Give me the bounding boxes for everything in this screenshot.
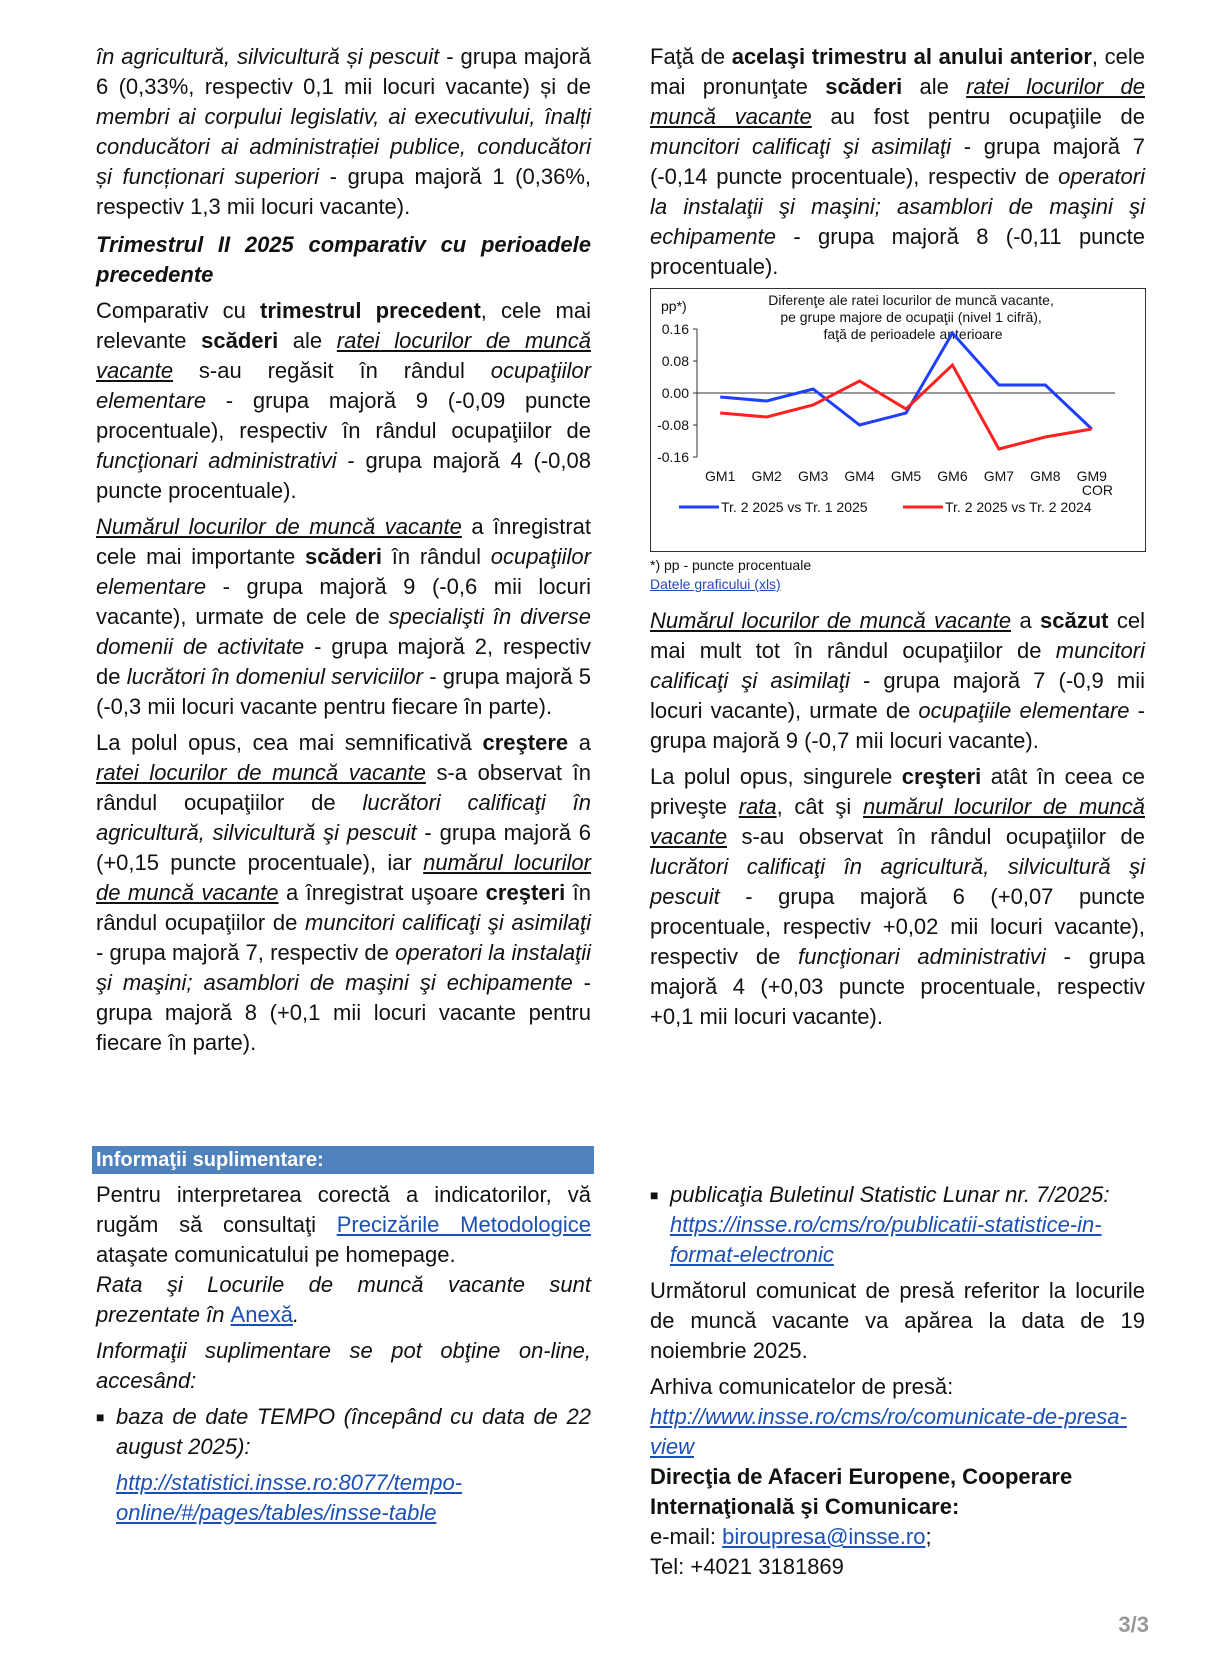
- methodology-link[interactable]: Precizările Metodologice: [336, 1212, 592, 1237]
- y-tick-label: -0.08: [657, 417, 689, 433]
- y-tick-label: 0.00: [661, 385, 689, 401]
- info-right: [650, 1180, 1145, 1582]
- series-line-2: [720, 365, 1092, 449]
- tempo-link[interactable]: http://statistici.insse.ro:8077/tempo-online/#/pages/tables/insse-table: [116, 1470, 463, 1525]
- x-tick-label: GM3: [797, 468, 829, 484]
- paragraph-previous-quarter: Comparativ cu trimestrul precedent, cele mai relevante scăderi ale ratei locurilor de muncă vacante s-au regăsit în rândul ocupaţiilor elementare - grupa majoră 9 (-0,09 puncte procentuale), respectiv în rândul ocupaţiilor de funcţionari administrativi - grupa majoră 4 (-0,08 puncte procentuale).: [96, 298, 592, 503]
- chart-axes: [657, 321, 1115, 484]
- chart-title: Diferenţe ale ratei locurilor de muncă vacante, pe grupe majore de ocupaţii (nivel 1 cifră), faţă de perioadele anterioare: [768, 292, 1054, 342]
- online-info-paragraph: Informaţii suplimentare se pot obţine on-line, accesând:: [96, 1338, 591, 1393]
- line-chart: [651, 289, 1145, 551]
- paragraph-year-over-year: Faţă de acelaşi trimestru al anului anterior, cele mai pronunţate scăderi ale ratei locurilor de muncă vacante au fost pentru ocupaţiile de muncitori calificaţi şi asimilaţi - grupa majoră 7 (-0,14 puncte procentuale), respectiv de operatori la instalaţii şi maşini; asamblori de maşini şi echipamente - grupa majoră 8 (-0,11 puncte procentuale).: [650, 44, 1146, 279]
- x-tick-label: GM7: [983, 468, 1015, 484]
- x-tick-label: GM2: [751, 468, 782, 484]
- info-left: [96, 1180, 591, 1528]
- tempo-bullet: ■ baza de date TEMPO (începând cu data de 22 august 2025): http://statistici.insse.ro:8077/tempo-online/#/pages/tables/insse-table: [96, 1402, 591, 1528]
- chart-legend: [679, 499, 1092, 515]
- paragraph-vacancy-decreases: Numărul locurilor de muncă vacante a înregistrat cele mai importante scăderi în rândul ocupaţiilor elementare - grupa majoră 9 (-0,6 mii locuri vacante), urmate de cele de specialişti în diverse domenii de activitate - grupa majoră 2, respectiv de lucrători în domeniul serviciilor - grupa majoră 5 (-0,3 mii locuri vacante pentru fiecare în parte).: [96, 514, 592, 719]
- x-tick-label: GM6: [937, 468, 968, 484]
- y-tick-label: -0.16: [657, 449, 689, 465]
- chart-box: [650, 288, 1146, 552]
- archive-link[interactable]: http://www.insse.ro/cms/ro/comunicate-de-presa-view: [650, 1404, 1127, 1459]
- paragraph-increases: La polul opus, cea mai semnificativă creştere a ratei locurilor de muncă vacante s-a observat în rândul ocupaţiilor de lucrători calificaţi în agricultură, silvicultură şi pescuit - grupa majoră 6 (+0,15 puncte procentuale), iar numărul locurilor de muncă vacante a înregistrat uşoare creşteri în rândul ocupaţiilor de muncitori calificaţi şi asimilaţi - grupa majoră 7, respectiv de operatori la instalaţii şi maşini; asamblori de maşini şi echipamente - grupa majoră 8 (+0,1 mii locuri vacante pentru fiecare în parte).: [96, 730, 591, 1055]
- y-axis-label: pp*): [661, 298, 687, 314]
- right-column: [650, 42, 1145, 288]
- paragraph-increases-yoy: La polul opus, singurele creşteri atât în ceea ce priveşte rata, cât şi numărul locurilor de muncă vacante s-au observat în rândul ocupaţiilor de lucrători calificaţi în agricultură, silvicultură şi pescuit - grupa majoră 6 (+0,07 puncte procentuale, respectiv +0,02 mii locuri vacante), respectiv de funcţionari administrativi - grupa majoră 4 (+0,03 puncte procentuale, respectiv +0,1 mii locuri vacante).: [650, 764, 1146, 1029]
- y-tick-label: 0.08: [661, 353, 689, 369]
- email-line: e-mail: biroupresa@insse.ro;: [650, 1524, 932, 1549]
- next-release-paragraph: Următorul comunicat de presă referitor la locurile de muncă vacante va apărea la data de 19 noiembrie 2025.: [650, 1278, 1145, 1363]
- annex-link[interactable]: Anexă: [230, 1302, 293, 1327]
- page-number: 3/3: [1118, 1612, 1149, 1637]
- bulletin-link[interactable]: https://insse.ro/cms/ro/publicatii-statistice-in-format-electronic: [670, 1212, 1102, 1267]
- department-name: Direcţia de Afaceri Europene, Cooperare Internaţională şi Comunicare:: [650, 1464, 1073, 1519]
- paragraph-group6-group1: în agricultură, silvicultură și pescuit - grupa majoră 6 (0,33%, respectiv 0,1 mii locuri vacante) și de membri ai corpului legislativ, ai executivului, înalți conducători ai administrației publice, conducători și funcționari superiori - grupa majoră 1 (0,36%, respectiv 1,3 mii locuri vacante).: [96, 44, 591, 219]
- x-tick-label: GM4: [844, 468, 875, 484]
- chart-plot: [720, 333, 1092, 449]
- email-link[interactable]: biroupresa@insse.ro: [722, 1524, 926, 1549]
- legend-label: Tr. 2 2025 vs Tr. 2 2024: [945, 499, 1092, 515]
- x-axis-label: COR: [1081, 482, 1113, 498]
- x-tick-label: GM8: [1030, 468, 1061, 484]
- chart-data-link[interactable]: Datele graficului (xls): [650, 576, 781, 592]
- section-heading: Trimestrul II 2025 comparativ cu perioadele precedente: [96, 232, 591, 287]
- info-header-bar: Informaţii suplimentare:: [92, 1146, 594, 1174]
- bullet-square-icon: ■: [650, 1187, 659, 1203]
- x-tick-label: GM5: [890, 468, 922, 484]
- x-tick-label: GM1: [705, 468, 736, 484]
- paragraph-vacancy-decrease-yoy: Numărul locurilor de muncă vacante a scăzut cel mai mult tot în rândul ocupaţiilor de muncitori calificaţi şi asimilaţi - grupa majoră 7 (-0,9 mii locuri vacante), urmate de ocupaţiile elementare - grupa majoră 9 (-0,7 mii locuri vacante).: [650, 608, 1145, 753]
- x-tick-label: GM9: [1076, 468, 1107, 484]
- chart-footnote: *) pp - puncte procentuale: [650, 557, 812, 573]
- annex-paragraph: Rata şi Locurile de muncă vacante sunt prezentate în Anexă.: [96, 1272, 591, 1327]
- y-tick-label: 0.16: [661, 321, 689, 337]
- bulletin-bullet: ■ publicaţia Buletinul Statistic Lunar nr. 7/2025: https://insse.ro/cms/ro/publicatii-statistice-in-format-electronic: [650, 1180, 1145, 1270]
- bullet-square-icon: ■: [96, 1409, 105, 1425]
- archive-label: Arhiva comunicatelor de presă:: [650, 1374, 954, 1399]
- phone-line: Tel: +4021 3181869: [650, 1554, 844, 1579]
- methodology-paragraph: Pentru interpretarea corectă a indicatorilor, vă rugăm să consultaţi Precizările Metodologice ataşate comunicatului pe homepage.: [96, 1182, 592, 1267]
- legend-label: Tr. 2 2025 vs Tr. 1 2025: [721, 499, 868, 515]
- right-column-lower: [650, 606, 1145, 1038]
- left-column: [96, 42, 591, 1064]
